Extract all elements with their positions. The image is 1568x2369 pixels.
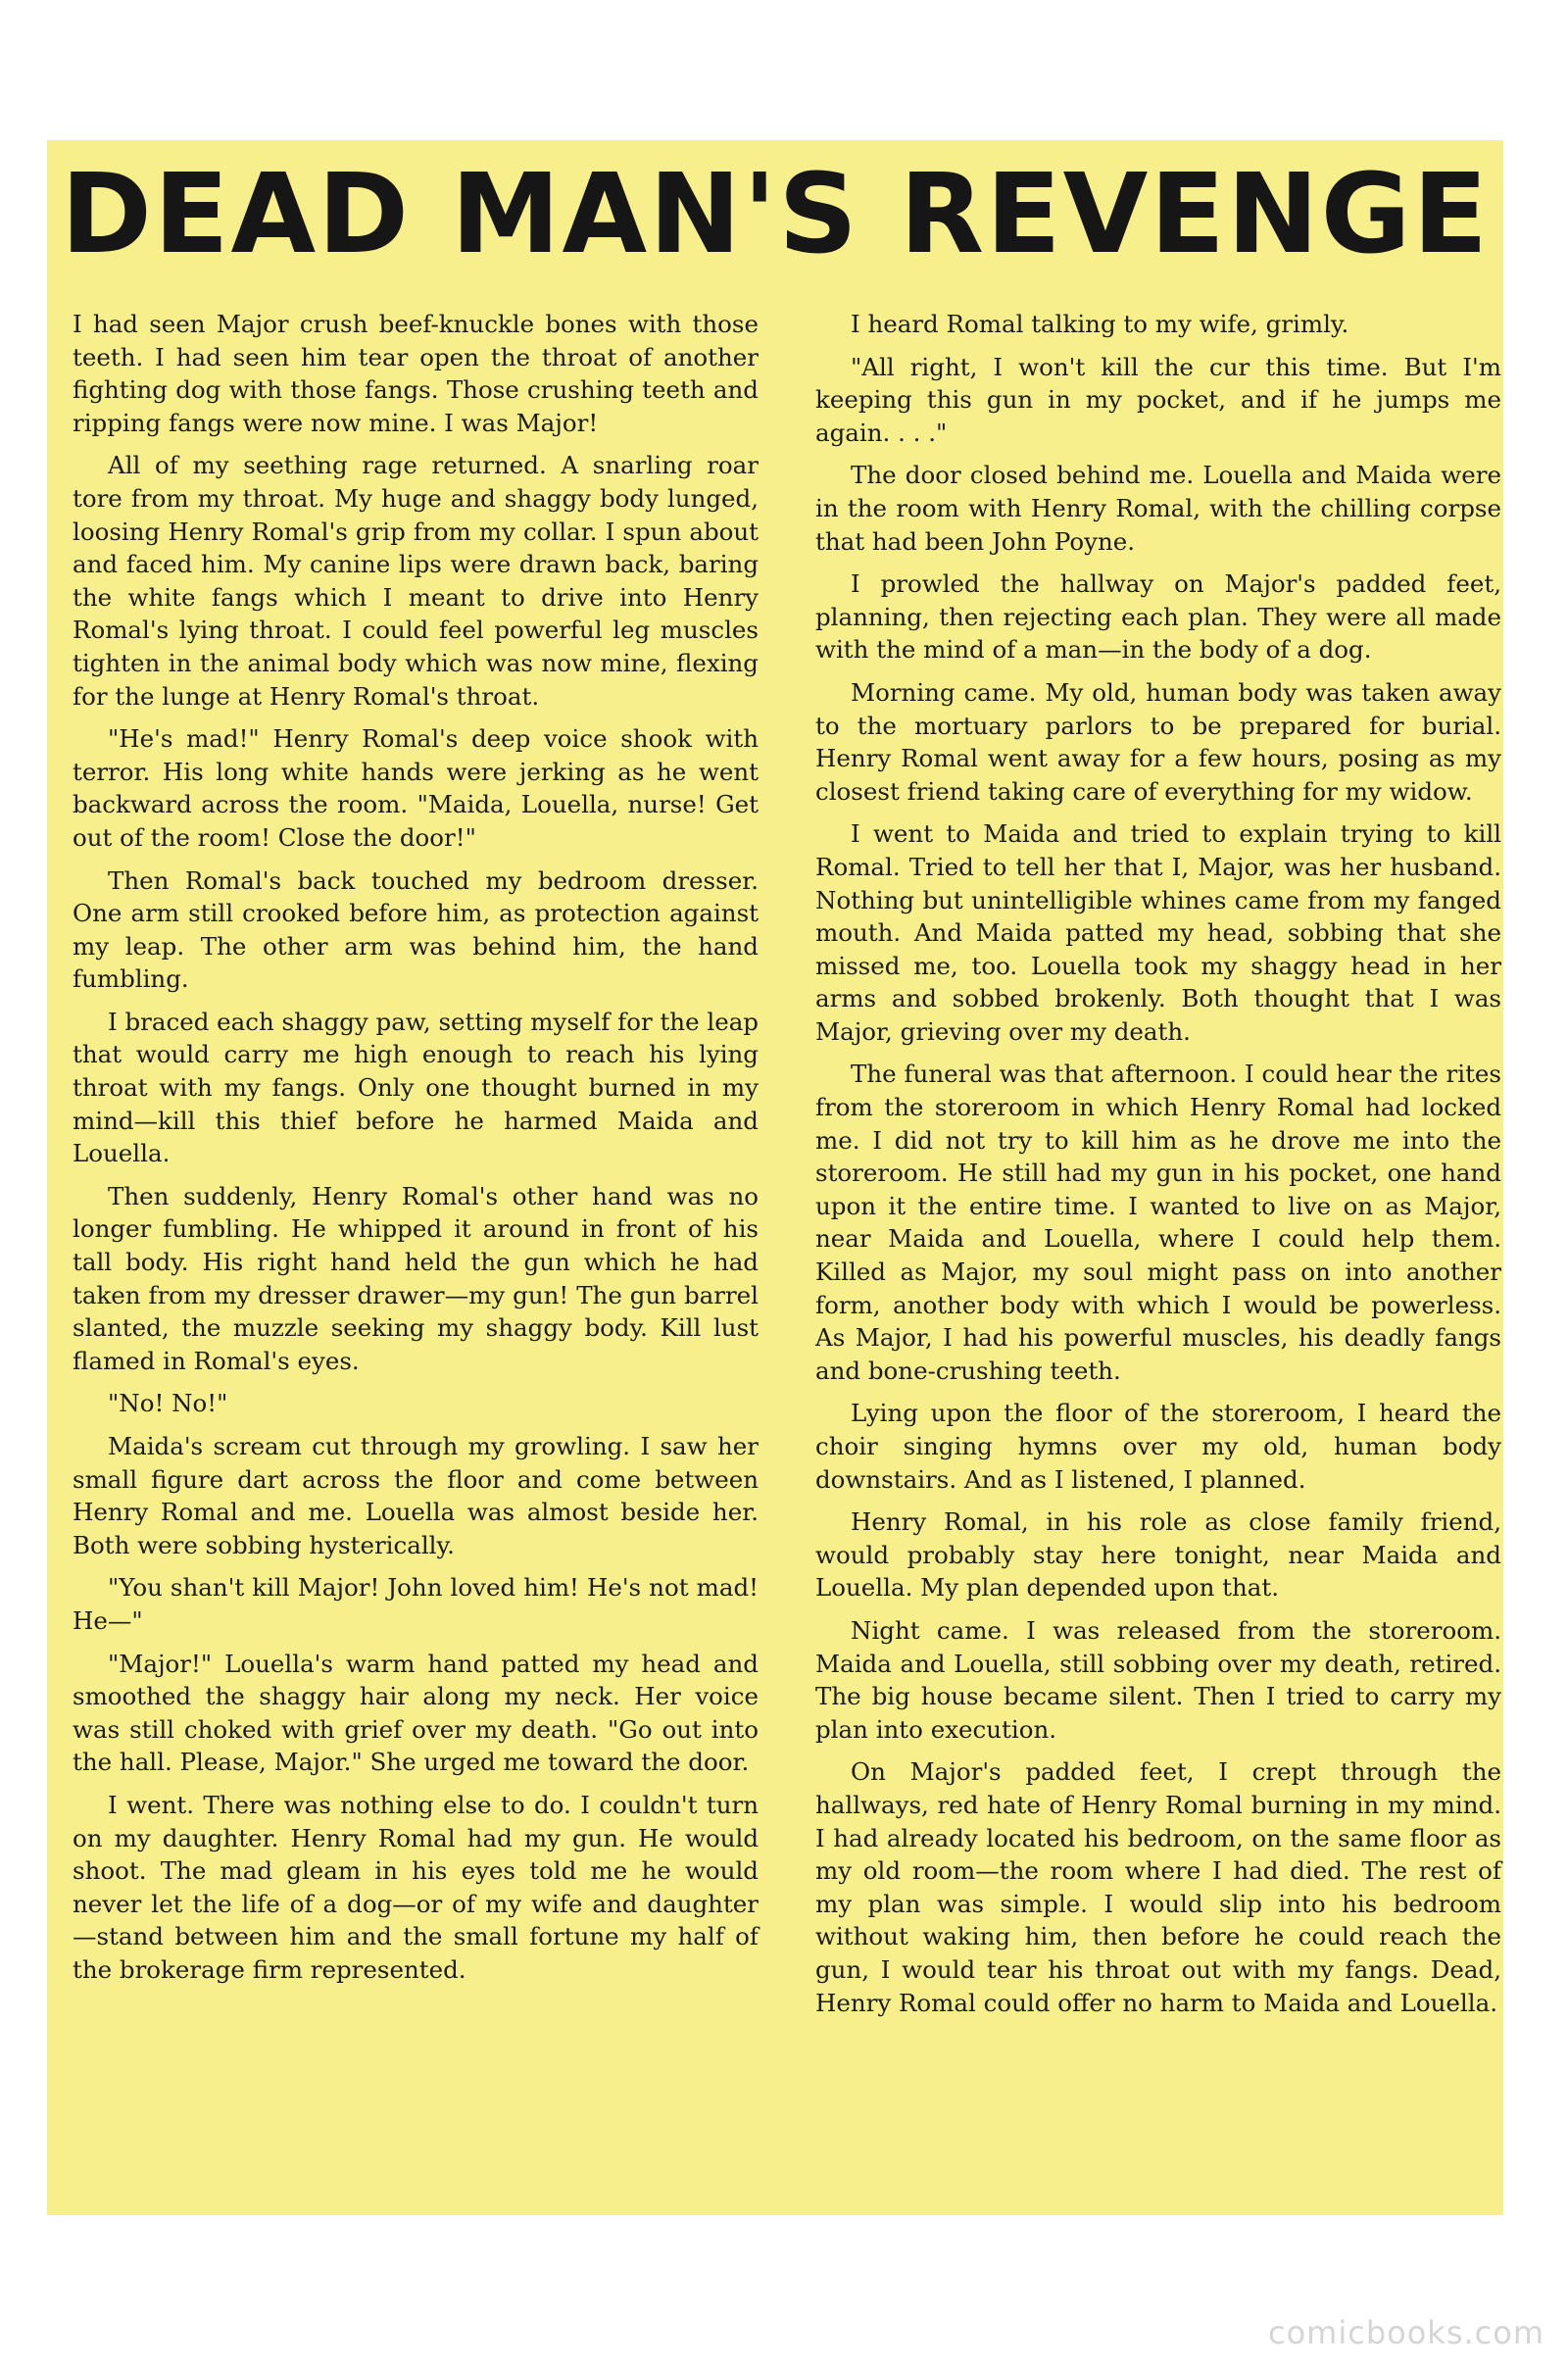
left-column	[73, 308, 759, 1997]
paragraph: I braced each shaggy paw, setting myself for the leap that would carry me high enough to reach his lying throat with my fangs. Only one thought burned in my mind—kill this thief before he harmed Maida and Louella.	[73, 1007, 759, 1168]
paragraph: Then suddenly, Henry Romal's other hand was no longer fumbling. He whipped it around in front of his tall body. His right hand held the gun which he had taken from my dresser drawer—my gun! The gun barrel slanted, the muzzle seeking my shaggy body. Kill lust flamed in Romal's eyes.	[73, 1181, 759, 1375]
paragraph: "You shan't kill Major! John loved him! He's not mad! He—"	[73, 1573, 759, 1635]
paragraph: All of my seething rage returned. A snarling roar tore from my throat. My huge and shaggy body lunged, loosing Henry Romal's grip from my collar. I spun about and faced him. My canine lips were drawn back, baring the white fangs which I meant to drive into Henry Romal's lying throat. I could feel powerful leg muscles tighten in the animal body which was now mine, flexing for the lunge at Henry Romal's throat.	[73, 451, 759, 711]
paragraph: Henry Romal, in his role as close family friend, would probably stay here tonight, near Maida and Louella. My plan depended upon that.	[815, 1507, 1501, 1603]
paragraph: "Major!" Louella's warm hand patted my head and smoothed the shaggy hair along my neck. Her voice was still choked with grief over my death. "Go out into the hall. Please, Major." She urged me toward the door.	[73, 1649, 759, 1777]
story-page	[47, 140, 1503, 2215]
paragraph: On Major's padded feet, I crept through the hallways, red hate of Henry Romal burning in my mind. I had already located his bedroom, on the same floor as my old room—the room where I had died. The rest of my plan was simple. I would slip into his bedroom without waking him, then before he could reach the gun, I would tear his throat out with my fangs. Dead, Henry Romal could offer no harm to Maida and Louella.	[815, 1757, 1501, 2017]
paragraph: I went. There was nothing else to do. I couldn't turn on my daughter. Henry Romal had my gun. He would shoot. The mad gleam in his eyes told me he would never let the life of a dog—or of my wife and daughter—stand between him and the small fortune my half of the brokerage firm represented.	[73, 1790, 759, 1984]
paragraph: "All right, I won't kill the cur this time. But I'm keeping this gun in my pocket, and if he jumps me again. . . ."	[815, 352, 1501, 447]
paragraph: The funeral was that afternoon. I could hear the rites from the storeroom in which Henry Romal had locked me. I did not try to kill him as he drove me into the storeroom. He still had my gun in his pocket, one hand upon it the entire time. I wanted to live on as Major, near Maida and Louella, where I could help them. Killed as Major, my soul might pass on into another form, another body with which I would be powerless. As Major, I had his powerful muscles, his deadly fangs and bone-crushing teeth.	[815, 1060, 1501, 1385]
paragraph: "He's mad!" Henry Romal's deep voice shook with terror. His long white hands were jerking as he went backward across the room. "Maida, Louella, nurse! Get out of the room! Close the door!"	[73, 724, 759, 852]
right-column	[815, 308, 1501, 2029]
paragraph: I heard Romal talking to my wife, grimly.	[851, 310, 1349, 338]
paragraph: Lying upon the floor of the storeroom, I heard the choir singing hymns over my old, human body downstairs. And as I listened, I planned.	[815, 1399, 1501, 1494]
paragraph: I had seen Major crush beef-knuckle bones with those teeth. I had seen him tear open the throat of another fighting dog with those fangs. Those crushing teeth and ripping fangs were now mine. I was Major!	[73, 310, 759, 437]
paragraph: Morning came. My old, human body was taken away to the mortuary parlors to be prepared for burial. Henry Romal went away for a few hours, posing as my closest friend taking care of everything for my widow.	[815, 677, 1501, 806]
paragraph: I went to Maida and tried to explain trying to kill Romal. Tried to tell her that I, Major, was her husband. Nothing but unintelligible whines came from my fanged mouth. And Maida patted my head, sobbing that she missed me, too. Louella took my shaggy head in her arms and sobbed brokenly. Both thought that I was Major, grieving over my death.	[815, 819, 1501, 1046]
paragraph: The door closed behind me. Louella and Maida were in the room with Henry Romal, with the chilling corpse that had been John Poyne.	[815, 461, 1501, 556]
paragraph: "No! No!"	[108, 1389, 228, 1418]
paragraph: Maida's scream cut through my growling. I saw her small figure dart across the floor and come between Henry Romal and me. Louella was almost beside her. Both were sobbing hysterically.	[73, 1432, 759, 1559]
paragraph: I prowled the hallway on Major's padded feet, planning, then rejecting each plan. They were all made with the mind of a man—in the body of a dog.	[815, 569, 1501, 665]
paragraph: Night came. I was released from the storeroom. Maida and Louella, still sobbing over my death, retired. The big house became silent. Then I tried to carry my plan into execution.	[815, 1615, 1501, 1744]
story-title: DEAD MAN'S REVENGE	[60, 151, 1491, 278]
paragraph: Then Romal's back touched my bedroom dresser. One arm still crooked before him, as protection against my leap. The other arm was behind him, the hand fumbling.	[73, 865, 759, 994]
site-watermark: comicbooks.com	[1267, 2314, 1544, 2351]
